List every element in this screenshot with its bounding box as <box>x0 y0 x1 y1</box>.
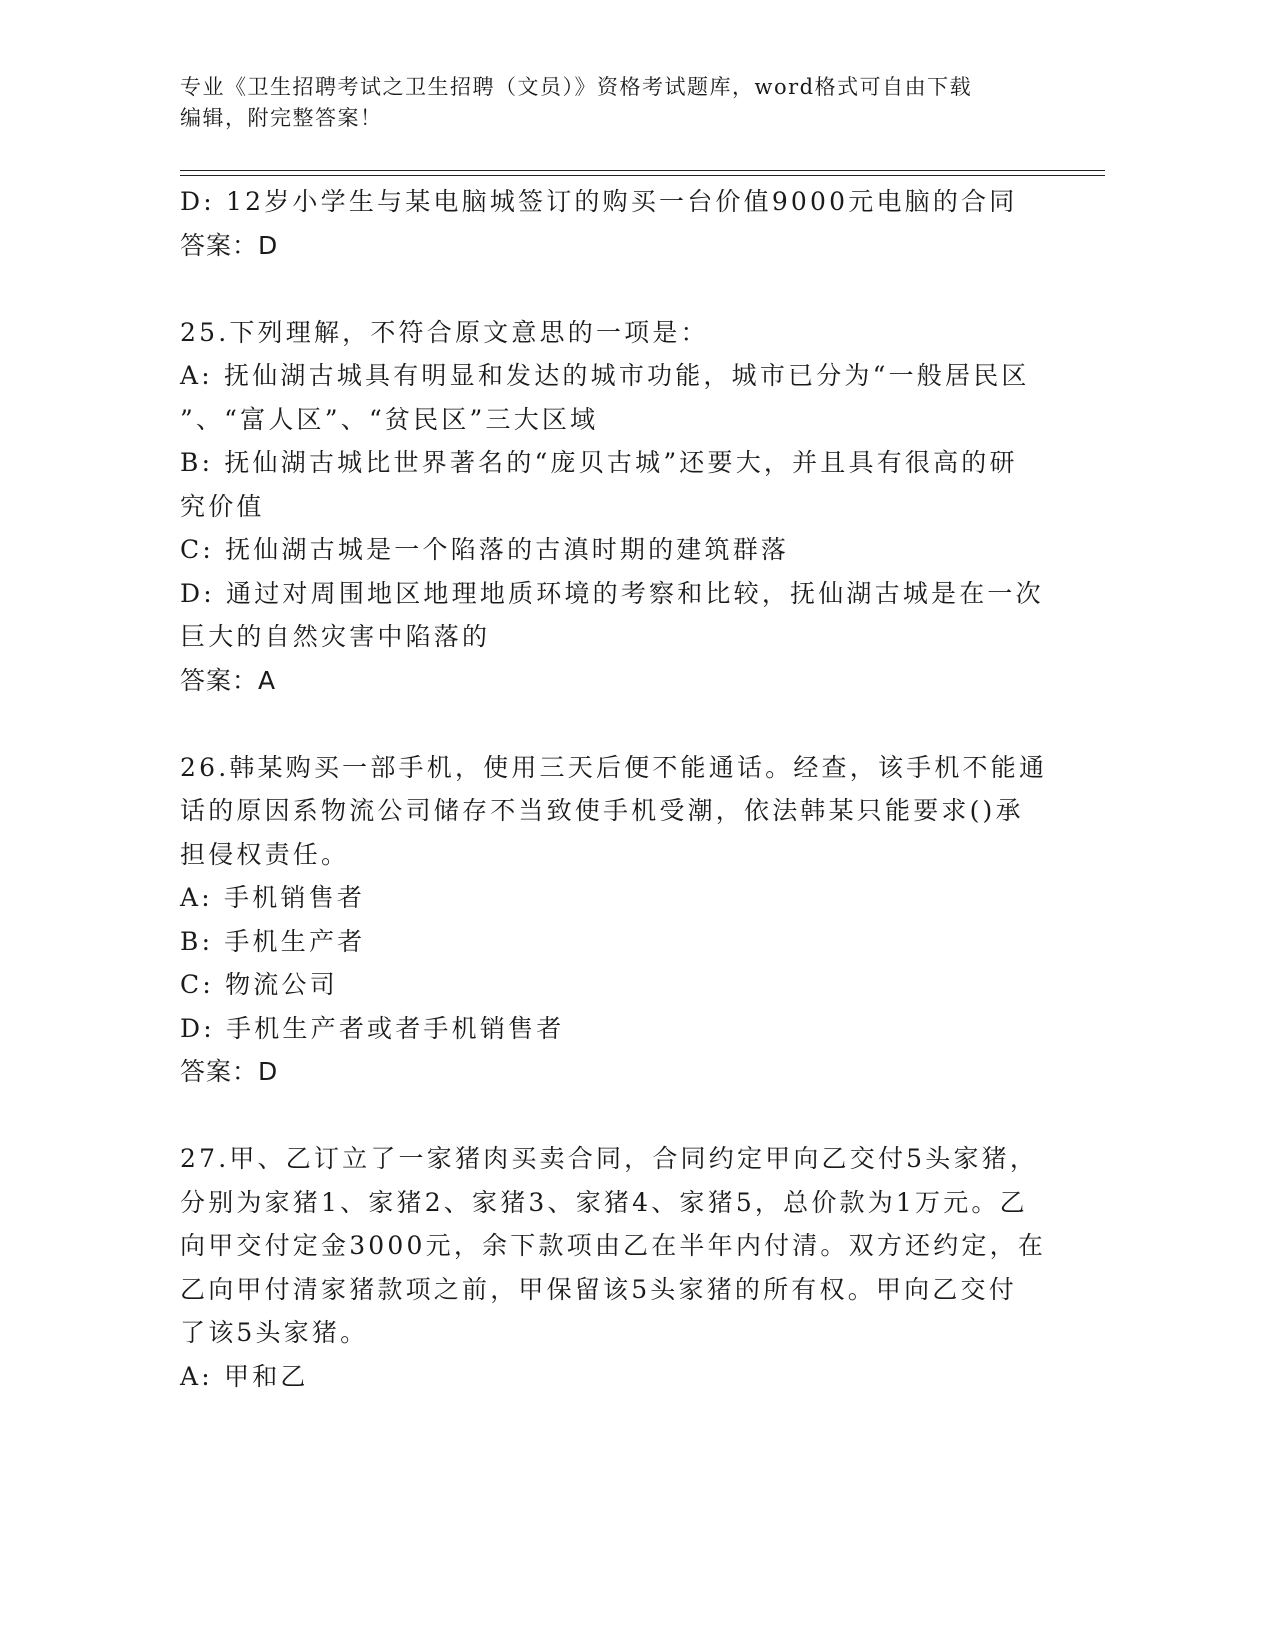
text-line: 27.甲、乙订立了一家猪肉买卖合同，合同约定甲向乙交付5头家猪， <box>180 1144 1039 1173</box>
text-line: B: 手机生产者 <box>180 926 366 956</box>
paragraph-gap <box>180 702 1040 746</box>
text-line: D: 12岁小学生与某电脑城签订的购买一台价值9000元电脑的合同 <box>180 187 1018 216</box>
text-line: B: 抚仙湖古城比世界著名的“庞贝古城”还要大，并且具有很高的研 <box>180 448 1018 477</box>
text-line: 向甲交付定金3000元，余下款项由乙在半年内付清。双方还约定，在 <box>180 1231 1047 1260</box>
text-line: ”、“富人区”、“贫民区”三大区域 <box>180 404 599 434</box>
text-line: D: 通过对周围地区地理地质环境的考察和比较，抚仙湖古城是在一次 <box>180 578 1044 608</box>
document-body <box>180 180 1048 1398</box>
text-line: 了该5头家猪。 <box>180 1318 369 1347</box>
text-line: D: 手机生产者或者手机销售者 <box>180 1013 565 1043</box>
text-line: A: 手机销售者 <box>180 883 366 912</box>
text-line: C: 物流公司 <box>180 970 338 999</box>
text-line: 分别为家猪1、家猪2、家猪3、家猪4、家猪5，总价款为1万元。乙 <box>180 1187 1028 1217</box>
page-header <box>180 72 1040 134</box>
text-line: 26.韩某购买一部手机，使用三天后便不能通话。经查，该手机不能通 <box>180 752 1048 782</box>
text-line: 巨大的自然灾害中陷落的 <box>180 622 491 651</box>
header-line-2: 编辑，附完整答案！ <box>180 106 383 130</box>
text-line: 乙向甲付清家猪款项之前，甲保留该5头家猪的所有权。甲向乙交付 <box>180 1274 1017 1304</box>
text-line: 究价值 <box>180 491 265 521</box>
text-line: A: 甲和乙 <box>180 1361 309 1391</box>
answer-line: 答案：D <box>180 230 279 260</box>
text-line: 担侵权责任。 <box>180 839 350 869</box>
answer-line: 答案：A <box>180 665 277 695</box>
paragraph-gap <box>180 1094 1040 1138</box>
header-divider-bottom <box>180 175 1105 176</box>
paragraph-gap <box>180 267 1040 311</box>
text-line: A: 抚仙湖古城具有明显和发达的城市功能，城市已分为“一般居民区 <box>180 361 1030 390</box>
text-line: 话的原因系物流公司储存不当致使手机受潮，依法韩某只能要求()承 <box>180 796 1024 825</box>
header-divider-top <box>180 170 1105 171</box>
text-line: C: 抚仙湖古城是一个陷落的古滇时期的建筑群落 <box>180 535 790 564</box>
answer-line: 答案：D <box>180 1057 279 1086</box>
header-line-1: 专业《卫生招聘考试之卫生招聘（文员）》资格考试题库，word格式可自由下载 <box>180 75 973 99</box>
text-line: 25.下列理解，不符合原文意思的一项是： <box>180 317 709 347</box>
